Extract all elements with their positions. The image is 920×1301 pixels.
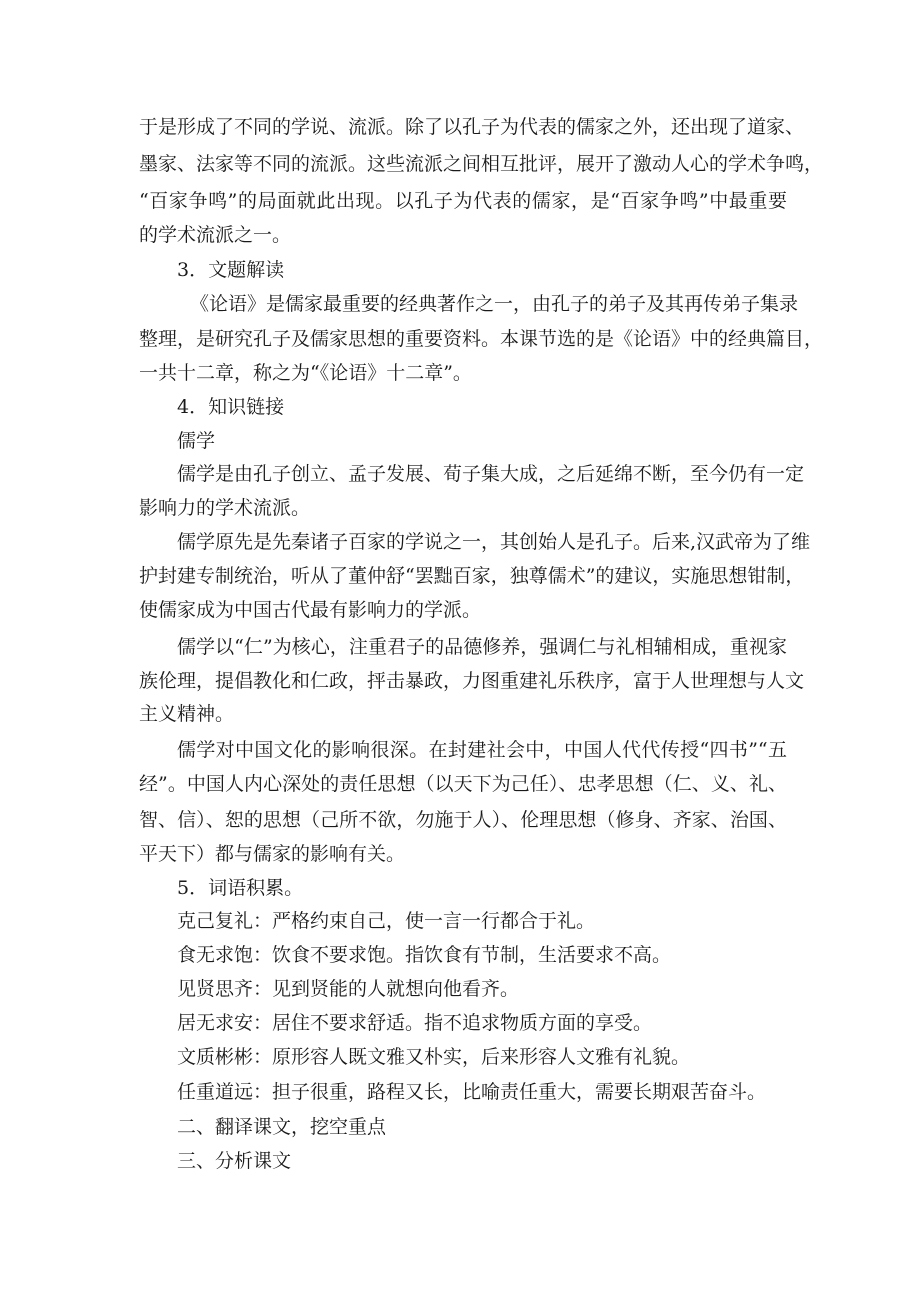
vocabulary-item: 食无求饱：饮食不要求饱。指饮食有节制，生活要求不高。 [177, 944, 672, 966]
paragraph-line: 智、信）、恕的思想（己所不欲，勿施于人）、伦理思想（修身、齐家、治国、 [139, 809, 787, 831]
section-heading-knowledge-link: 4．知识链接 [177, 396, 285, 418]
paragraph-line: 的学术流派之一。 [139, 224, 292, 246]
paragraph-line: 经”。中国人内心深处的责任思想（以天下为己任）、忠孝思想（仁、义、礼、 [139, 773, 787, 795]
paragraph-line: 使儒家成为中国古代最有影响力的学派。 [139, 599, 482, 621]
paragraph-line: 儒学原先是先秦诸子百家的学说之一，其创始人是孔子。后来,汉武帝为了维 [177, 531, 811, 553]
section-heading-analyze: 三、分析课文 [177, 1150, 292, 1172]
paragraph-line: 护封建专制统治，听从了董仲舒“罢黜百家，独尊儒术”的建议，实施思想钳制， [139, 565, 805, 587]
paragraph-line: 《论语》是儒家最重要的经典著作之一，由孔子的弟子及其再传弟子集录 [190, 293, 799, 315]
paragraph-line: 儒学对中国文化的影响很深。在封建社会中，中国人代代传授“四书”“五 [177, 739, 787, 761]
paragraph-line: “百家争鸣”的局面就此出现。以孔子为代表的儒家，是“百家争鸣”中最重要 [139, 190, 787, 212]
section-heading-vocabulary: 5．词语积累。 [177, 877, 304, 899]
paragraph-line: 整理，是研究孔子及儒家思想的重要资料。本课节选的是《论语》中的经典篇目， [139, 328, 824, 350]
subheading-confucianism: 儒学 [177, 430, 216, 452]
vocabulary-item: 居无求安：居住不要求舒适。指不追求物质方面的享受。 [177, 1012, 653, 1034]
vocabulary-item: 文质彬彬：原形容人既文雅又朴实，后来形容人文雅有礼貌。 [177, 1046, 691, 1068]
paragraph-line: 儒学以“仁”为核心，注重君子的品德修养，强调仁与礼相辅相成，重视家 [177, 636, 787, 658]
vocabulary-item: 见贤思齐：见到贤能的人就想向他看齐。 [177, 978, 520, 1000]
section-heading-translate: 二、翻译课文，挖空重点 [177, 1116, 387, 1138]
vocabulary-item: 任重道远：担子很重，路程又长，比喻责任重大，需要长期艰苦奋斗。 [177, 1081, 767, 1103]
paragraph-line: 影响力的学术流派。 [139, 497, 311, 519]
paragraph-line: 儒学是由孔子创立、孟子发展、荀子集大成，之后延绵不断，至今仍有一定 [177, 463, 805, 485]
paragraph-line: 一共十二章，称之为“《论语》十二章”。 [139, 362, 472, 384]
paragraph-line: 于是形成了不同的学说、流派。除了以孔子为代表的儒家之外，还出现了道家、 [139, 116, 805, 138]
vocabulary-item: 克己复礼：严格约束自己，使一言一行都合于礼。 [177, 910, 596, 932]
paragraph-line: 墨家、法家等不同的流派。这些流派之间相互批评，展开了激动人心的学术争鸣， [139, 153, 824, 175]
paragraph-line: 主义精神。 [139, 703, 235, 725]
section-heading-title-interpretation: 3．文题解读 [177, 259, 285, 281]
paragraph-line: 族伦理，提倡教化和仁政，抨击暴政，力图重建礼乐秩序，富于人世理想与人文 [139, 670, 805, 692]
paragraph-line: 平天下）都与儒家的影响有关。 [139, 843, 406, 865]
